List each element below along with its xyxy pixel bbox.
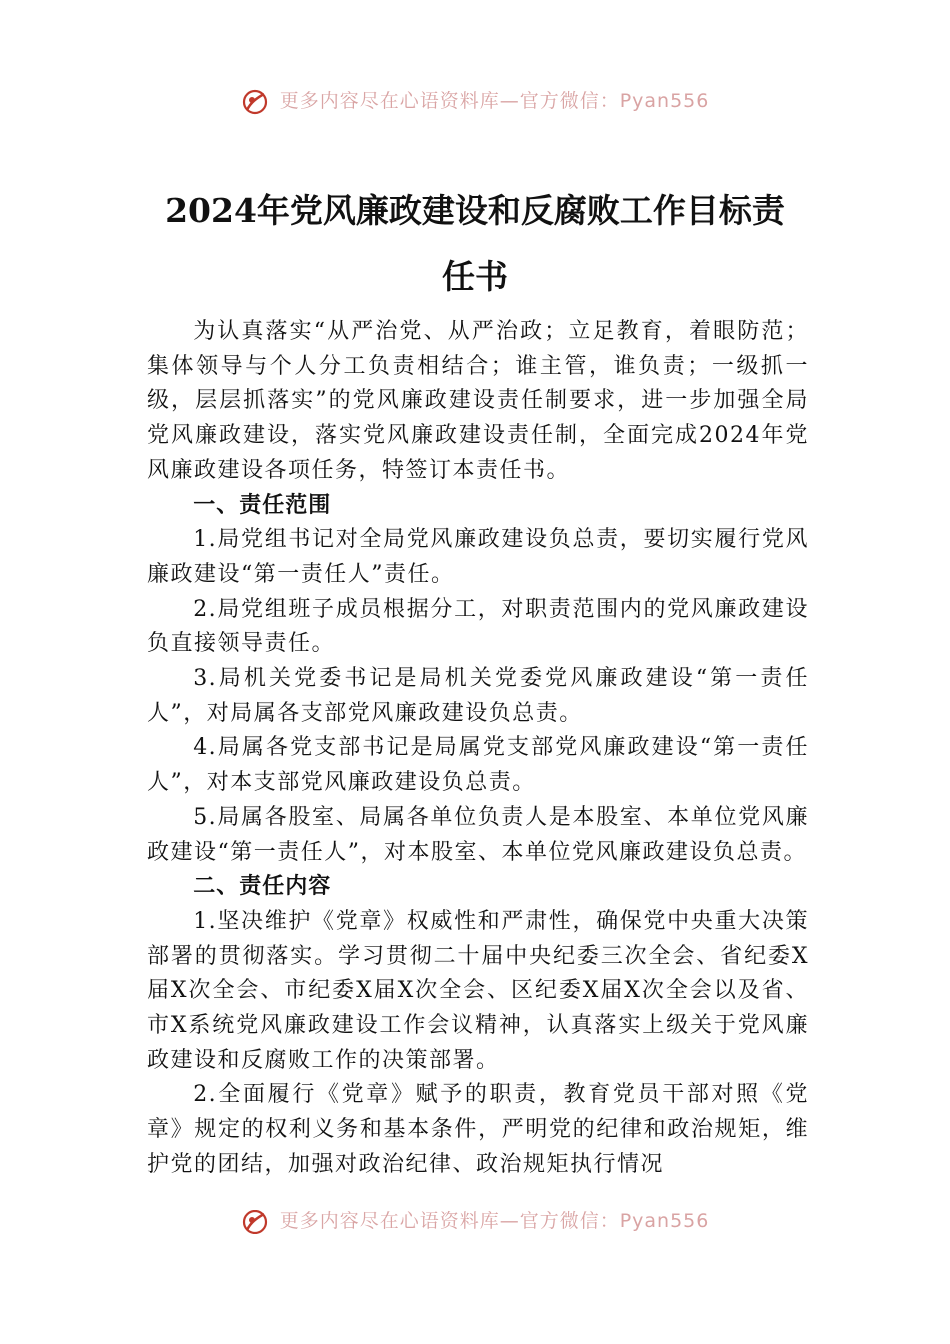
title-line-1: 2024年党风廉政建设和反腐败工作目标责 xyxy=(165,191,785,230)
section-heading-1: 一、责任范围 xyxy=(193,492,332,518)
intro-paragraph: 为认真落实“从严治党、从严治政；立足教育，着眼防范；集体领导与个人分工负责相结合；谁主管，谁负责；一级抓一级，层层抓落实”的党风廉政建设责任制要求，进一步加强全局党风廉政建设，落实党风廉政建设责任制，全面完成2024年党风廉政建设各项任务，特签订本责任书。 xyxy=(147,319,809,483)
section-heading-2: 二、责任内容 xyxy=(193,874,332,900)
logo-icon xyxy=(241,88,269,116)
section1-item: 1.局党组书记对全局党风廉政建设负总责，要切实履行党风廉政建设“第一责任人”责任。 xyxy=(147,527,809,587)
watermark-header xyxy=(0,86,950,116)
document-title xyxy=(130,178,820,310)
watermark-text: 更多内容尽在心语资料库—官方微信：Pyan556 xyxy=(279,90,710,112)
title-line-2: 任书 xyxy=(442,257,508,296)
document-body xyxy=(147,315,809,1183)
watermark-text: 更多内容尽在心语资料库—官方微信：Pyan556 xyxy=(279,1210,710,1232)
logo-icon xyxy=(241,1210,269,1234)
section2-item: 1.坚决维护《党章》权威性和严肃性，确保党中央重大决策部署的贯彻落实。学习贯彻二十届中央纪委三次全会、省纪委X届X次全会、市纪委X届X次全会、区纪委X届X次全会以及省、市X系统党风廉政建设工作会议精神，认真落实上级关于党风廉政建设和反腐败工作的决策部署。 xyxy=(147,908,809,1073)
section1-item: 3.局机关党委书记是局机关党委党风廉政建设“第一责任人”，对局属各支部党风廉政建设负总责。 xyxy=(147,666,809,726)
section1-item: 4.局属各党支部书记是局属党支部党风廉政建设“第一责任人”，对本支部党风廉政建设负总责。 xyxy=(147,735,809,796)
section1-item: 5.局属各股室、局属各单位负责人是本股室、本单位党风廉政建设“第一责任人”，对本股室、本单位党风廉政建设负总责。 xyxy=(147,804,809,865)
watermark-footer xyxy=(0,1210,950,1234)
section2-item: 2.全面履行《党章》赋予的职责，教育党员干部对照《党章》规定的权利义务和基本条件，严明党的纪律和政治规矩，维护党的团结，加强对政治纪律、政治规矩执行情况 xyxy=(147,1082,809,1177)
section1-item: 2.局党组班子成员根据分工，对职责范围内的党风廉政建设负直接领导责任。 xyxy=(147,596,809,657)
